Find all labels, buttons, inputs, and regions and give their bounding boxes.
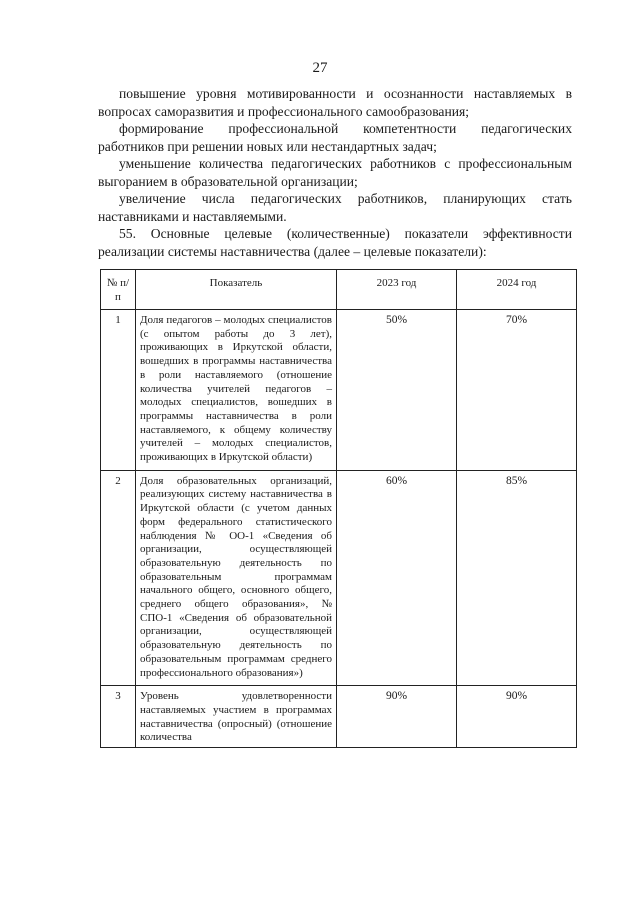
target-indicators-table <box>100 269 577 748</box>
header-2024: 2024 год <box>457 270 577 310</box>
header-num: № п/п <box>101 270 136 310</box>
row-indicator: Доля образовательных организаций, реализующих систему наставничества в Иркутской области (с учетом данных форм федерального статистического наблюдения № ОО-1 «Сведения об организации, осуществляющей образовательную деятельность по образовательным программам начального общего, основного общего, среднего общего образования», № СПО-1 «Сведения об образовательной организации, осуществляющей образовательную деятельность по образовательным программам среднего профессионального образования») <box>136 470 337 686</box>
row-value-2024: 70% <box>457 310 577 471</box>
body-text <box>98 85 572 260</box>
header-indicator: Показатель <box>136 270 337 310</box>
row-num: 2 <box>101 470 136 686</box>
row-num: 1 <box>101 310 136 471</box>
table-header-row <box>101 270 577 310</box>
paragraph-competence: формирование профессиональной компетентности педагогических работников при решении новых или нестандартных задач; <box>98 121 572 154</box>
table-row <box>101 470 577 686</box>
header-2023: 2023 год <box>337 270 457 310</box>
table-row <box>101 310 577 471</box>
paragraph-motivation: повышение уровня мотивированности и осознанности наставляемых в вопросах саморазвития и профессионального самообразования; <box>98 86 572 119</box>
row-value-2023: 90% <box>337 686 457 748</box>
row-indicator: Уровень удовлетворенности наставляемых участием в программах наставничества (опросный) (отношение количества <box>136 686 337 748</box>
row-value-2023: 60% <box>337 470 457 686</box>
paragraph-burnout: уменьшение количества педагогических работников с профессиональным выгоранием в образовательной организации; <box>98 156 572 189</box>
row-value-2023: 50% <box>337 310 457 471</box>
row-num: 3 <box>101 686 136 748</box>
page-number: 27 <box>312 60 328 76</box>
paragraph-target-indicators: 55. Основные целевые (количественные) показатели эффективности реализации системы наставничества (далее – целевые показатели): <box>98 226 572 259</box>
table-row <box>101 686 577 748</box>
row-indicator: Доля педагогов – молодых специалистов (с опытом работы до 3 лет), проживающих в Иркутской области, вошедших в программы наставничества в роли наставляемого (отношение количества учителей педагогов – молодых специалистов, вошедших в программы наставничества в роли наставляемого, к общему количеству учителей – молодых специалистов, проживающих в Иркутской области) <box>136 310 337 471</box>
row-value-2024: 90% <box>457 686 577 748</box>
paragraph-mentors-increase: увеличение числа педагогических работников, планирующих стать наставниками и наставляемыми. <box>98 191 572 224</box>
row-value-2024: 85% <box>457 470 577 686</box>
